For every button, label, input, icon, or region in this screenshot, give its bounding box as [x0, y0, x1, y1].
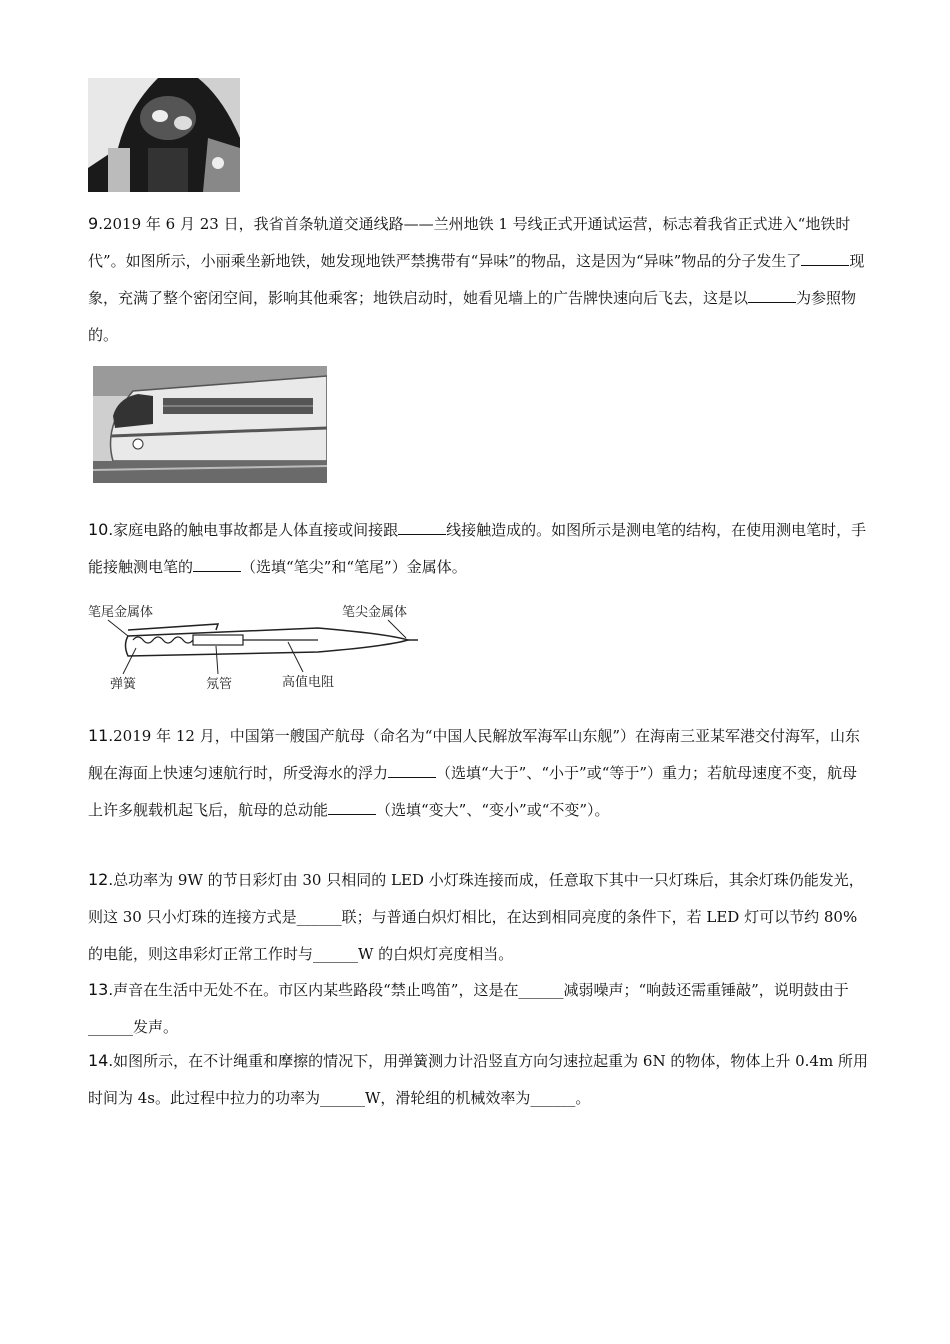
- answer-blank[interactable]: [388, 777, 436, 778]
- question-text: 现象，充满了整个密闭空间，影响其他乘客；地铁启动时，她看见墙上的广告牌快速向后飞去，这是以: [88, 252, 865, 307]
- label-resistor: 高值电阻: [282, 675, 335, 690]
- label-neon-tube: 氖管: [206, 677, 233, 692]
- test-pen-diagram: [88, 600, 428, 692]
- answer-blank[interactable]: [193, 571, 241, 572]
- question-text: （选填“大于”、“小于”或“等于”）重力；若航母速度不变，航母上许多舰载机起飞后，航母的总动能: [88, 764, 858, 819]
- label-tail-metal: 笔尾金属体: [88, 605, 154, 620]
- question-text: .总功率为 9W 的节日彩灯由 30 只相同的 LED 小灯珠连接而成，任意取下其中一只灯珠后，其余灯珠仍能发光，则这 30 只小灯珠的连接方式是______联；与普通白炽灯相比，在达到相同亮度的条件下，若 LED 灯可以节约 80%的电能，则这串彩灯正常工作时与______W 的白炽灯亮度相当。: [88, 871, 864, 963]
- question-text: .2019 年 12 月，中国第一艘国产航母（命名为“中国人民解放军海军山东舰”）在海南三亚某军港交付海军，山东舰在海面上快速匀速航行时，所受海水的浮力: [88, 727, 861, 782]
- subway-train-photo-icon: [93, 366, 327, 483]
- question-text: .声音在生活中无处不在。市区内某些路段“禁止鸣笛”，这是在______减弱噪声；“响鼓还需重锤敲”，说明鼓由于______发声。: [88, 981, 849, 1036]
- question-text: .如图所示，在不计绳重和摩擦的情况下，用弹簧测力计沿竖直方向匀速拉起重为 6N 的物体，物体上升 0.4m 所用时间为 4s。此过程中拉力的功率为______W，滑轮组的机械效率为______。: [88, 1052, 868, 1107]
- question-11: [88, 717, 868, 829]
- answer-blank[interactable]: [398, 534, 446, 535]
- label-tip-metal: 笔尖金属体: [342, 605, 408, 620]
- question-10: [88, 511, 868, 586]
- question-text: （选填“变大”、“变小”或“不变”）。: [376, 801, 610, 819]
- answer-blank[interactable]: [748, 302, 796, 303]
- answer-blank[interactable]: [801, 265, 849, 266]
- question-12: [88, 861, 868, 973]
- question-text: .2019 年 6 月 23 日，我省首条轨道交通线路——兰州地铁 1 号线正式开通试运营，标志着我省正式进入“地铁时代”。如图所示，小丽乘坐新地铁，她发现地铁严禁携带有“异味”的物品，这是因为“异味”物品的分子发生了: [88, 215, 851, 270]
- question-text: （选填“笔尖”和“笔尾”）金属体。: [241, 558, 467, 576]
- question-text: .家庭电路的触电事故都是人体直接或间接跟: [108, 521, 399, 539]
- question-14: [88, 1042, 868, 1117]
- question-text: 为参照物的。: [88, 289, 857, 344]
- question-number: 9: [88, 214, 99, 233]
- photo-dark-figure-icon: [88, 78, 240, 192]
- question-number: 10: [88, 520, 109, 539]
- question-number: 11: [88, 726, 109, 745]
- answer-blank[interactable]: [328, 814, 376, 815]
- label-spring: 弹簧: [110, 677, 137, 692]
- question-13: [88, 971, 868, 1046]
- question-number: 12: [88, 870, 109, 889]
- question-text: 线接触造成的。如图所示是测电笔的结构，在使用测电笔时，手能接触测电笔的: [88, 521, 867, 576]
- question-number: 14: [88, 1051, 109, 1070]
- question-number: 13: [88, 980, 109, 999]
- question-9: [88, 205, 868, 354]
